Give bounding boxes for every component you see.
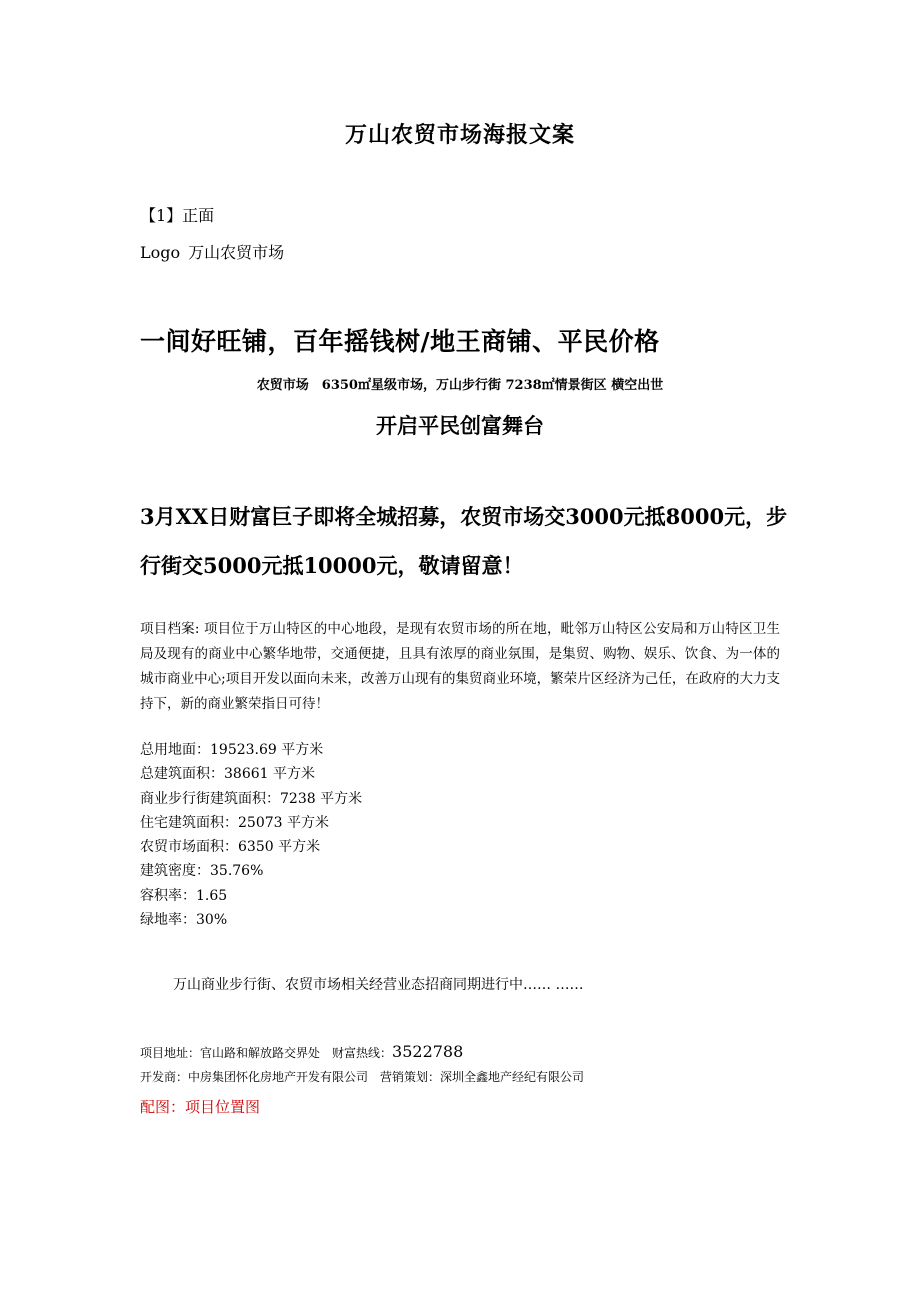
poster-subline: 农贸市场 6350㎡星级市场，万山步行街 7238㎡情景街区 横空出世: [256, 378, 664, 393]
project-address: 项目地址：官山路和解放路交界处: [140, 1046, 321, 1060]
logo-name: 万山农贸市场: [188, 243, 285, 262]
spec-row: 总建筑面积：38661 平方米: [140, 766, 315, 783]
poster-headline: 一间好旺铺，百年摇钱树/地王商铺、平民价格: [140, 327, 660, 356]
hotline-number: 3522788: [392, 1042, 464, 1061]
spec-row: 建筑密度：35.76%: [140, 863, 264, 880]
developer-line: [140, 1068, 584, 1085]
figure-caption: 配图：项目位置图: [140, 1098, 261, 1116]
developer: 开发商：中房集团怀化房地产开发有限公司: [140, 1070, 369, 1084]
spec-row: 绿地率：30%: [140, 912, 228, 929]
logo-word: Logo: [140, 243, 181, 262]
document-title: 万山农贸市场海报文案: [344, 122, 575, 148]
poster-subhead: 开启平民创富舞台: [376, 414, 544, 438]
spec-row: 住宅建筑面积：25073 平方米: [140, 814, 329, 831]
promo-announcement: 3月XX日财富巨子即将全城招募，农贸市场交3000元抵8000元，步行街交5000元抵10000元，敬请留意！: [140, 504, 788, 578]
hotline-label: 财富热线：: [332, 1046, 393, 1060]
spec-row: 农贸市场面积：6350 平方米: [140, 839, 321, 856]
spec-row: 容积率：1.65: [140, 887, 228, 904]
section-label-front: 【1】正面: [140, 206, 215, 225]
project-profile: 项目档案: 项目位于万山特区的中心地段，是现有农贸市场的所在地，毗邻万山特区公安局和万山特区卫生局及现有的商业中心繁华地带，交通便捷，且具有浓厚的商业氛围，是集贸、购物、娱乐、饮食、为一体的城市商业中心;项目开发以面向未来，改善万山现有的集贸商业环境，繁荣片区经济为己任，在政府的大力支持下，新的商业繁荣指日可待！: [140, 621, 780, 712]
logo-line: [140, 240, 284, 263]
spec-row: 商业步行街建筑面积：7238 平方米: [140, 790, 363, 807]
leasing-announcement: 万山商业步行街、农贸市场相关经营业态招商同期进行中…… ……: [173, 977, 584, 993]
spec-list: [140, 738, 362, 932]
contact-line: [140, 1042, 463, 1061]
marketing-planner: 营销策划：深圳全鑫地产经纪有限公司: [380, 1070, 585, 1084]
spec-row: 总用地面：19523.69 平方米: [140, 742, 324, 758]
